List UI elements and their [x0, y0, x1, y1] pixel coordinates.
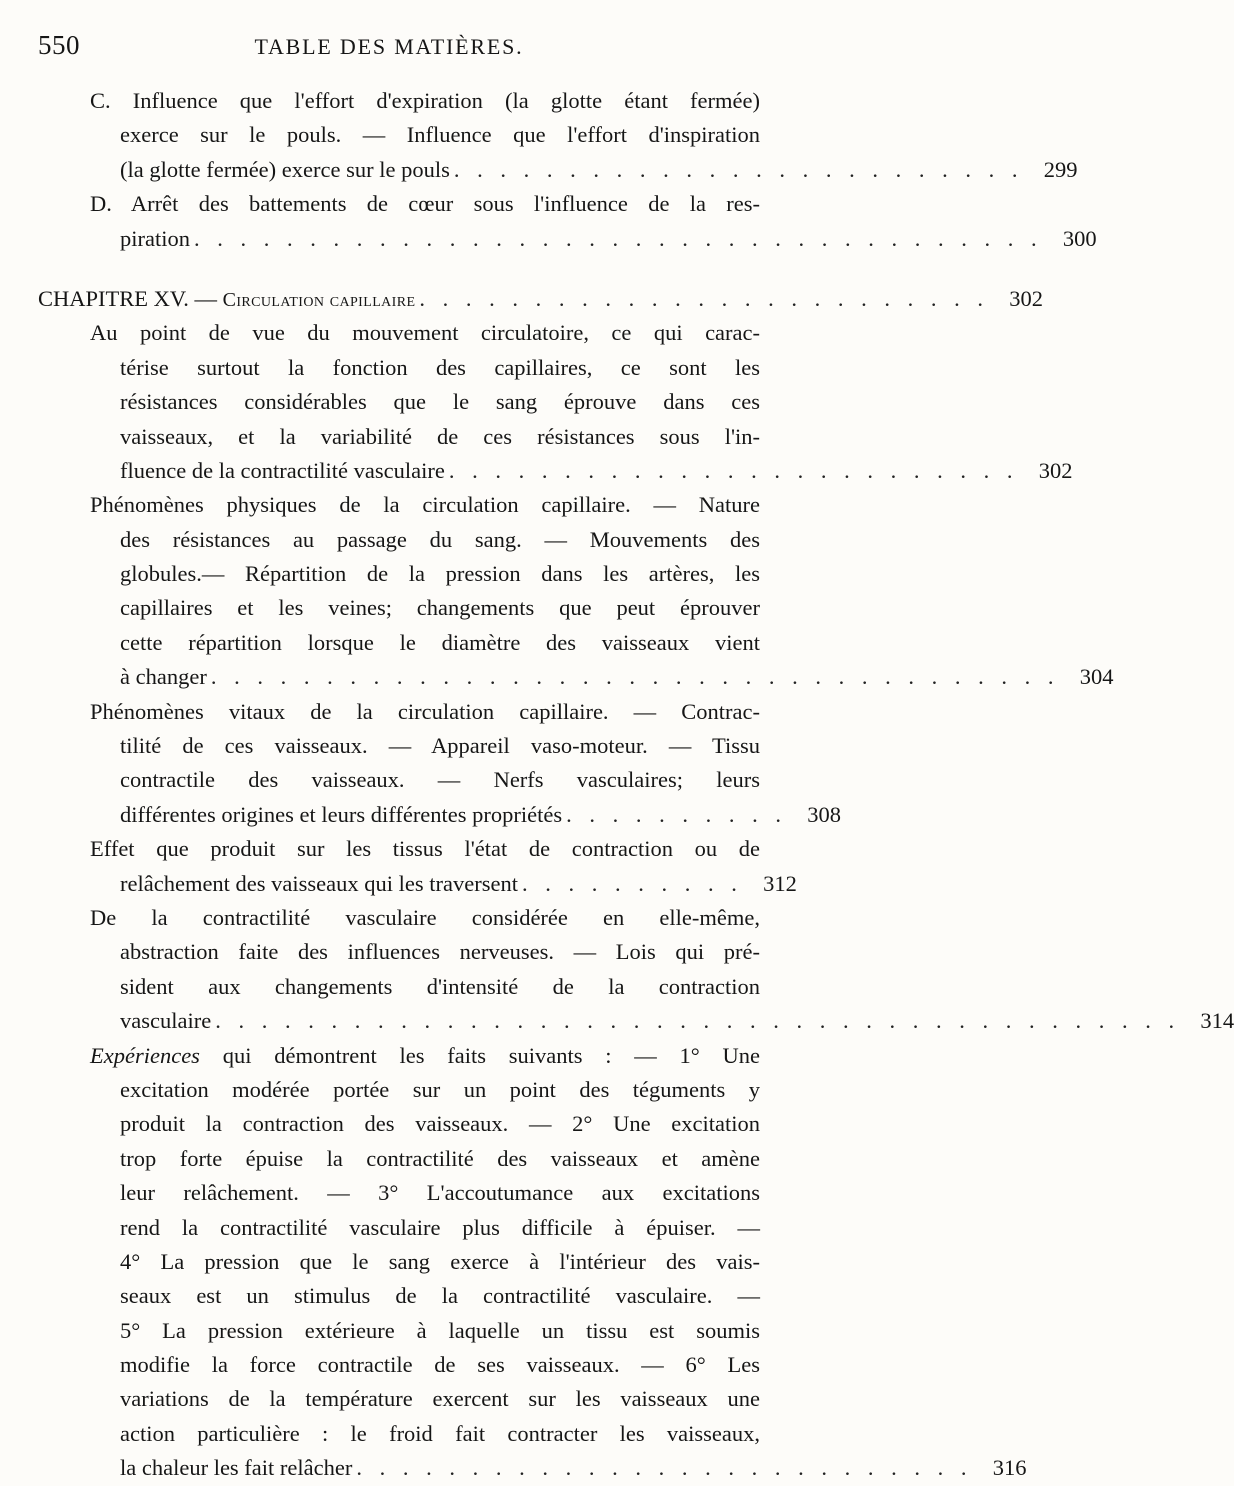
- chapter-name: Circulation capillaire: [222, 288, 416, 311]
- entry-line: variations de la température exercent sur les vaisseaux une: [120, 1386, 760, 1412]
- entry-line: leur relâchement. — 3° L'accoutumance aux excitations: [120, 1180, 760, 1206]
- leader-dots: . . . . . . . . . . . . . . . . . . . . . . . . .: [448, 457, 1019, 483]
- entry-last-line: [90, 660, 1114, 694]
- leader-dots: . . . . . . . . . .: [566, 801, 788, 827]
- toc-entry: [90, 695, 842, 833]
- entry-line: D. Arrêt des battements de cœur sous l'influence de la res-: [90, 191, 760, 217]
- entry-line: résistances considérables que le sang éprouve dans ces: [120, 389, 760, 415]
- entry-line: trop forte épuise la contractilité des vaisseaux et amène: [120, 1145, 760, 1171]
- entry-line: [90, 1039, 760, 1073]
- entry-line: Phénomènes vitaux de la circulation capillaire. — Contrac-: [90, 698, 760, 724]
- leader-dots: . . . . . . . . . .: [521, 870, 743, 896]
- entry-line: 4° La pression que le sang exerce à l'intérieur des vais-: [120, 1248, 760, 1274]
- entry-text: (la glotte fermée) exerce sur le pouls: [120, 156, 450, 182]
- chapter-line: [38, 282, 1044, 316]
- toc-entry-d: [90, 187, 1097, 256]
- entry-page-number: 302: [1009, 285, 1044, 311]
- leader-dots: . . . . . . . . . . . . . . . . . . . . . . . . . . . . . . . . . . . . .: [193, 225, 1043, 251]
- entry-line: 5° La pression extérieure à laquelle un tissu est soumis: [120, 1317, 760, 1343]
- entry-page-number: 314: [1200, 1008, 1234, 1034]
- entry-line: abstraction faite des influences nerveuses. — Lois qui pré-: [120, 939, 760, 965]
- chapter-title: [38, 282, 415, 317]
- entry-last-line: [90, 222, 1097, 256]
- toc-entry-experiences: [90, 1039, 1027, 1486]
- entry-page-number: 308: [807, 801, 842, 827]
- entry-line: tilité de ces vaisseaux. — Appareil vaso-moteur. — Tissu: [120, 733, 760, 759]
- entry-last-line: [90, 1004, 1234, 1038]
- entry-text: relâchement des vaisseaux qui les traversent: [120, 870, 518, 896]
- entry-last-line: [90, 1451, 1027, 1485]
- entry-last-line: [90, 153, 1078, 187]
- entry-page-number: 304: [1079, 664, 1114, 690]
- chapter-heading: [38, 282, 1044, 316]
- entry-last-line: [90, 867, 797, 901]
- entry-page-number: 316: [992, 1455, 1027, 1481]
- entry-line: De la contractilité vasculaire considérée en elle-même,: [90, 904, 760, 930]
- leader-dots: . . . . . . . . . . . . . . . . . . . . . . . . .: [453, 156, 1024, 182]
- table-of-contents: [38, 84, 1234, 1486]
- entry-line: contractile des vaisseaux. — Nerfs vasculaires; leurs: [120, 767, 760, 793]
- entry-line: cette répartition lorsque le diamètre des vaisseaux vient: [120, 629, 760, 655]
- chapter-label: CHAPITRE XV. —: [38, 285, 223, 311]
- entry-line: rend la contractilité vasculaire plus difficile à épuiser. —: [120, 1214, 760, 1240]
- toc-entry-c: [90, 84, 1078, 187]
- entry-text: fluence de la contractilité vasculaire: [120, 457, 445, 483]
- page-number: 550: [38, 30, 80, 60]
- toc-entry: [90, 832, 797, 901]
- page-header: [38, 30, 740, 66]
- toc-entry: [90, 488, 1114, 694]
- entry-text: piration: [120, 225, 190, 251]
- entry-line: modifie la force contractile de ses vaisseaux. — 6° Les: [120, 1352, 760, 1378]
- entry-text: à changer: [120, 664, 207, 690]
- entry-italic-word: Expériences: [90, 1042, 200, 1068]
- running-title: TABLE DES MATIÈRES.: [254, 34, 524, 59]
- leader-dots: . . . . . . . . . . . . . . . . . . . . . . . . .: [419, 285, 990, 311]
- entry-page-number: 302: [1038, 457, 1073, 483]
- entry-line: globules.— Répartition de la pression dans les artères, les: [120, 561, 760, 587]
- entry-text: la chaleur les fait relâcher: [120, 1455, 353, 1481]
- entry-line: action particulière : le froid fait contracter les vaisseaux,: [120, 1420, 760, 1446]
- entry-page-number: 300: [1062, 225, 1097, 251]
- entry-line: excitation modérée portée sur un point des téguments y: [120, 1076, 760, 1102]
- toc-entry: [90, 316, 1073, 488]
- entry-line: Effet que produit sur les tissus l'état de contraction ou de: [90, 836, 760, 862]
- leader-dots: . . . . . . . . . . . . . . . . . . . . . . . . . . . . . . . . . . . . .: [210, 664, 1060, 690]
- entry-line: Au point de vue du mouvement circulatoire, ce qui carac-: [90, 320, 760, 346]
- entry-line: capillaires et les veines; changements que peut éprouver: [120, 595, 760, 621]
- entry-text: différentes origines et leurs différentes propriétés: [120, 801, 563, 827]
- entry-line: vaisseaux, et la variabilité de ces résistances sous l'in-: [120, 423, 760, 449]
- entry-text: vasculaire: [120, 1008, 212, 1034]
- entry-line: seaux est un stimulus de la contractilité vasculaire. —: [120, 1283, 760, 1309]
- entry-line: produit la contraction des vaisseaux. — 2° Une excitation: [120, 1111, 760, 1137]
- leader-dots: . . . . . . . . . . . . . . . . . . . . . . . . . . . . . . . . . . . . . . . . . .: [215, 1008, 1181, 1034]
- leader-dots: . . . . . . . . . . . . . . . . . . . . . . . . . . .: [356, 1455, 973, 1481]
- entry-line: C. Influence que l'effort d'expiration (la glotte étant fermée): [90, 88, 760, 113]
- entry-last-line: [90, 454, 1073, 488]
- entry-line: exerce sur le pouls. — Influence que l'effort d'inspiration: [120, 122, 760, 148]
- entry-page-number: 312: [763, 870, 797, 896]
- entry-line: Phénomènes physiques de la circulation capillaire. — Nature: [90, 492, 760, 518]
- entry-last-line: [90, 798, 842, 832]
- entry-page-number: 299: [1043, 156, 1078, 182]
- entry-line: des résistances au passage du sang. — Mouvements des: [120, 526, 760, 552]
- toc-entry: [90, 901, 1234, 1039]
- entry-line: térise surtout la fonction des capillaires, ce sont les: [120, 354, 760, 380]
- entry-line-rest: qui démontrent les faits suivants : — 1° Une: [199, 1042, 760, 1068]
- entry-line: sident aux changements d'intensité de la contraction: [120, 973, 760, 999]
